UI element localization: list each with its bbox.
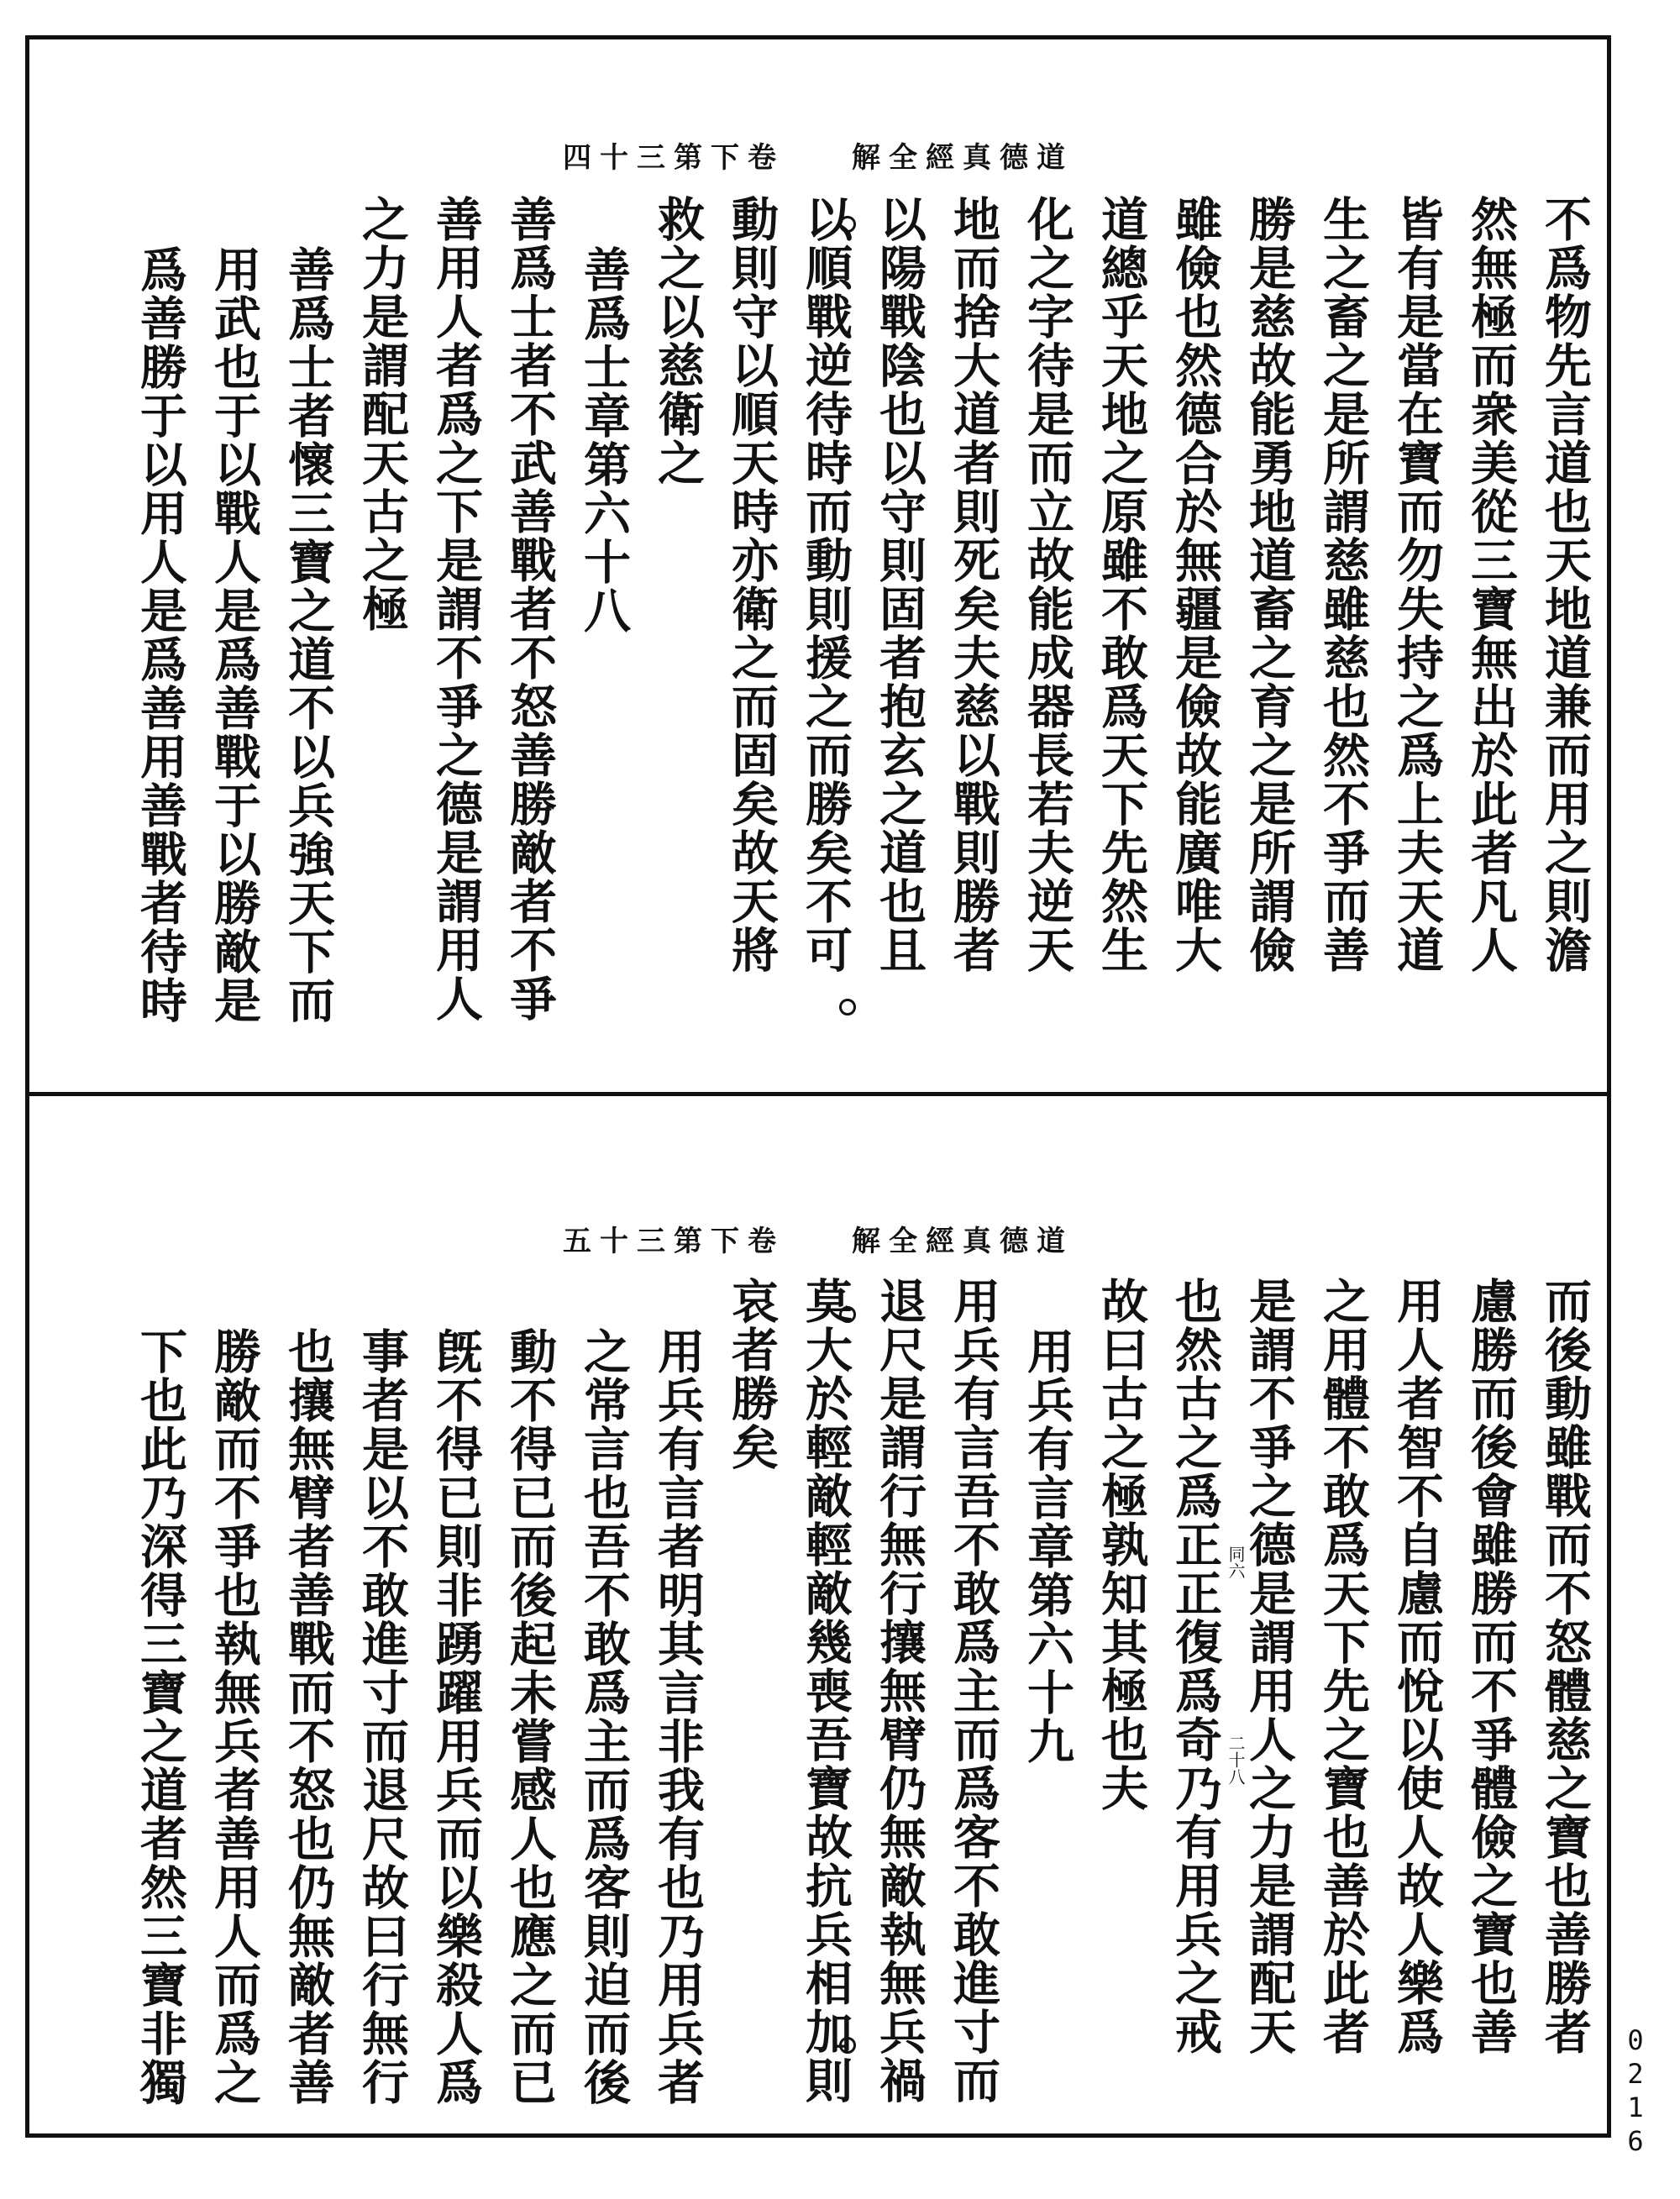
bottom-column-9: 用兵有言吾不敢爲主而爲客不敢進寸而 [946, 1277, 1001, 2105]
bottom-volume-label: 卷下第三十五 [563, 1225, 785, 1258]
bottom-column-13: 用兵有言者明其言非我有也乃用兵者 [650, 1327, 706, 2107]
bottom-column-11: 莫大於輕敵輕敵幾喪吾寶故抗兵相加則 [798, 1277, 853, 2105]
paragraph-circle-mark [839, 2037, 856, 2054]
bottom-column-10: 退尺是謂行無行攘無臂仍無敵執無兵禍 [872, 1277, 927, 2105]
bottom-column-7: 故曰古之極孰知其極也夫 [1094, 1277, 1149, 1813]
top-column-8: 化之字待是而立故能成器長若夫逆天 [1020, 195, 1075, 974]
bottom-column-17: 事者是以不敢進寸而退尺故曰行無行 [354, 1327, 410, 2107]
top-page-header [29, 134, 1607, 176]
top-column-11: 以順戰逆待時而動則援之而勝矣不可 [798, 195, 853, 974]
bottom-column-15: 動不得已而後起未嘗感人也應之而已 [502, 1327, 558, 2107]
top-column-4: 生之畜之是所謂慈雖慈也然不爭而善 [1315, 195, 1371, 974]
top-column-20: 爲善勝于以用人是爲善用善戰者待時 [133, 245, 188, 1025]
bottom-column-20: 下也此乃深得三寶之道者然三寶非獨 [133, 1327, 188, 2107]
top-column-1: 不爲物先言道也天地道兼而用之則澹 [1537, 195, 1593, 974]
top-column-18: 善爲士者懷三寶之道不以兵強天下而 [281, 245, 336, 1025]
top-page-panel [29, 39, 1607, 1092]
bottom-column-18: 也攘無臂者善戰而不怒也仍無敵者善 [281, 1327, 336, 2107]
paragraph-circle-mark [839, 999, 856, 1016]
bottom-column-5: 是謂不爭之德是謂用人之力是謂配天 [1242, 1277, 1297, 2056]
paragraph-circle-mark [839, 216, 856, 233]
top-column-13: 救之以慈衛之 [650, 195, 706, 487]
bottom-column-12: 哀者勝矣 [724, 1277, 780, 1472]
top-column-16: 善用人者爲之下是謂不爭之德是謂用人 [428, 195, 484, 1023]
top-column-9: 地而捨大道者則死矣夫慈以戰則勝者 [946, 195, 1001, 974]
top-column-3: 皆有是當在寶而勿失持之爲上夫天道 [1389, 195, 1445, 974]
top-column-2: 然無極而衆美從三寶無出於此者凡人 [1463, 195, 1519, 974]
top-column-6: 雖儉也然德合於無疆是儉故能廣唯大 [1168, 195, 1223, 974]
margin-note-ershiba: 二十八 [1226, 1735, 1246, 1785]
bottom-column-6: 也然古之爲正正復爲奇乃有用兵之戒 [1168, 1277, 1223, 2056]
page-frame [25, 35, 1611, 2138]
top-column-17: 之力是謂配天古之極 [354, 195, 410, 633]
bottom-column-4: 之用體不敢爲天下先之寶也善於此者 [1315, 1277, 1371, 2056]
top-volume-label: 卷下第三十四 [563, 141, 785, 175]
bottom-page-header [29, 1218, 1607, 1259]
bottom-chapter-title: 用兵有言章第六十九 [1020, 1327, 1075, 1766]
bottom-column-1: 而後動雖戰而不怒體慈之寶也善勝者 [1537, 1277, 1593, 2056]
bottom-column-14: 之常言也吾不敢爲主而爲客則迫而後 [576, 1327, 632, 2107]
bottom-page-panel [29, 1096, 1607, 2133]
margin-note-tong-liu: 同六 [1226, 1546, 1246, 1579]
bottom-book-title: 道德真經全解 [852, 1225, 1074, 1258]
top-book-title: 道德真經全解 [852, 141, 1074, 175]
top-column-10: 以陽戰陰也以守則固者抱玄之道也且 [872, 195, 927, 974]
bottom-column-16: 旣不得已則非踴躍用兵而以樂殺人爲 [428, 1327, 484, 2107]
paragraph-circle-mark [839, 1306, 856, 1323]
bottom-column-2: 慮勝而後會雖勝而不爭體儉之寶也善 [1463, 1277, 1519, 2056]
top-column-7: 道總乎天地之原雖不敢爲天下先然生 [1094, 195, 1149, 974]
top-column-15: 善爲士者不武善戰者不怒善勝敵者不爭 [502, 195, 558, 1023]
top-chapter-title: 善爲士章第六十八 [576, 245, 632, 635]
bottom-column-19: 勝敵而不爭也執無兵者善用人而爲之 [207, 1327, 262, 2107]
page-number: 0216 [1620, 2024, 1651, 2159]
top-column-19: 用武也于以戰人是爲善戰于以勝敵是 [207, 245, 262, 1025]
top-column-12: 動則守以順天時亦衛之而固矣故天將 [724, 195, 780, 974]
bottom-column-3: 用人者智不自慮而悅以使人故人樂爲 [1389, 1277, 1445, 2056]
top-column-5: 勝是慈故能勇地道畜之育之是所謂儉 [1242, 195, 1297, 974]
